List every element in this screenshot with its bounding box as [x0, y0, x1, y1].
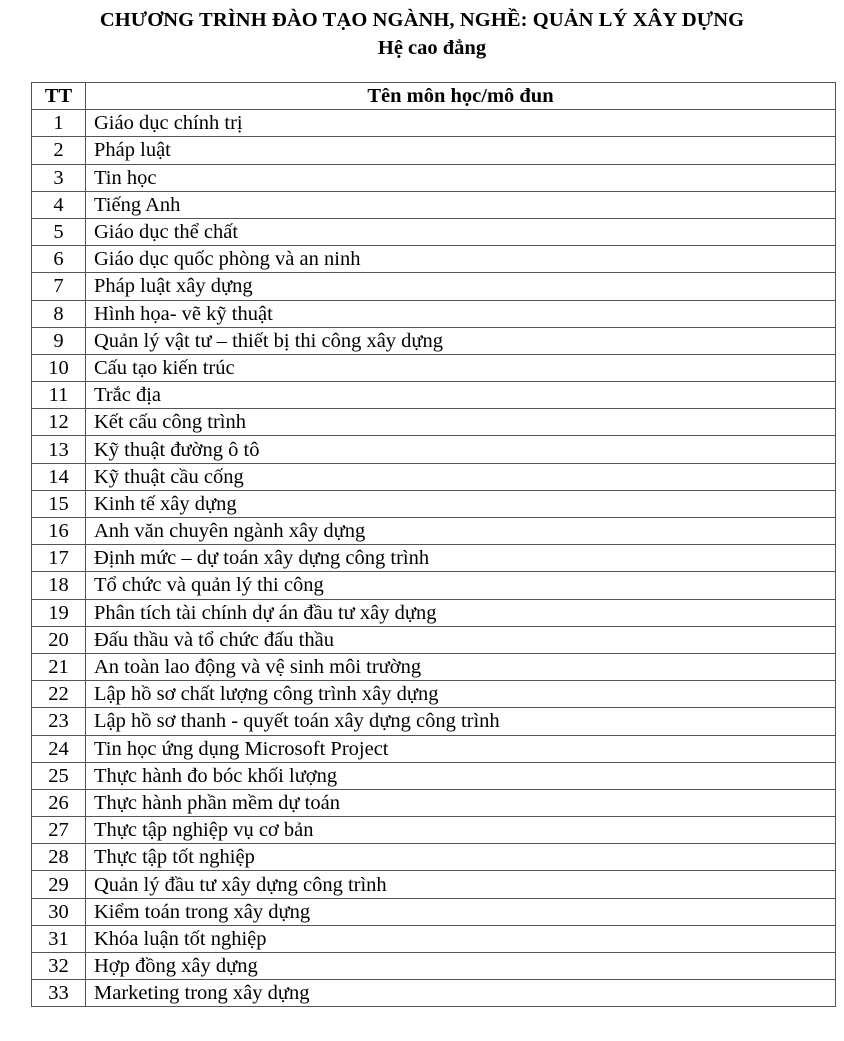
row-number: 12 [32, 409, 86, 436]
subject-name: Phân tích tài chính dự án đầu tư xây dựng [86, 599, 836, 626]
row-number: 22 [32, 681, 86, 708]
row-number: 32 [32, 953, 86, 980]
subject-name: Tin học [86, 164, 836, 191]
subject-name: Tin học ứng dụng Microsoft Project [86, 735, 836, 762]
row-number: 11 [32, 382, 86, 409]
table-row [32, 898, 836, 925]
subjects-table [31, 82, 836, 1007]
row-number: 9 [32, 327, 86, 354]
table-row [32, 354, 836, 381]
subject-name: Lập hồ sơ chất lượng công trình xây dựng [86, 681, 836, 708]
table-row [32, 626, 836, 653]
table-body [32, 110, 836, 1007]
subject-name: Quản lý vật tư – thiết bị thi công xây dựng [86, 327, 836, 354]
subject-name: Trắc địa [86, 382, 836, 409]
subject-name: Khóa luận tốt nghiệp [86, 925, 836, 952]
table-row [32, 300, 836, 327]
subject-name: Kinh tế xây dựng [86, 490, 836, 517]
table-row [32, 436, 836, 463]
subject-name: Pháp luật [86, 137, 836, 164]
row-number: 16 [32, 518, 86, 545]
table-row [32, 789, 836, 816]
subject-name: Quản lý đầu tư xây dựng công trình [86, 871, 836, 898]
table-row [32, 844, 836, 871]
row-number: 21 [32, 653, 86, 680]
subject-name: Giáo dục quốc phòng và an ninh [86, 246, 836, 273]
row-number: 19 [32, 599, 86, 626]
subject-name: Kiểm toán trong xây dựng [86, 898, 836, 925]
row-number: 8 [32, 300, 86, 327]
table-row [32, 409, 836, 436]
table-row [32, 925, 836, 952]
subject-name: Kết cấu công trình [86, 409, 836, 436]
subject-name: Anh văn chuyên ngành xây dựng [86, 518, 836, 545]
subject-name: Marketing trong xây dựng [86, 980, 836, 1007]
subject-name: Lập hồ sơ thanh - quyết toán xây dựng công trình [86, 708, 836, 735]
table-row [32, 490, 836, 517]
row-number: 33 [32, 980, 86, 1007]
row-number: 5 [32, 218, 86, 245]
row-number: 14 [32, 463, 86, 490]
subject-name: Giáo dục chính trị [86, 110, 836, 137]
table-row [32, 817, 836, 844]
row-number: 24 [32, 735, 86, 762]
table-row [32, 191, 836, 218]
subject-name: Thực tập tốt nghiệp [86, 844, 836, 871]
table-row [32, 735, 836, 762]
row-number: 20 [32, 626, 86, 653]
table-row [32, 137, 836, 164]
row-number: 29 [32, 871, 86, 898]
table-row [32, 518, 836, 545]
subject-name: Thực hành đo bóc khối lượng [86, 762, 836, 789]
row-number: 18 [32, 572, 86, 599]
row-number: 6 [32, 246, 86, 273]
row-number: 30 [32, 898, 86, 925]
table-row [32, 164, 836, 191]
table-row [32, 708, 836, 735]
table-row [32, 871, 836, 898]
table-row [32, 545, 836, 572]
subject-name: Đấu thầu và tổ chức đấu thầu [86, 626, 836, 653]
table-row [32, 572, 836, 599]
row-number: 1 [32, 110, 86, 137]
table-row [32, 327, 836, 354]
table-row [32, 980, 836, 1007]
subject-name: Cấu tạo kiến trúc [86, 354, 836, 381]
row-number: 15 [32, 490, 86, 517]
table-row [32, 762, 836, 789]
table-row [32, 653, 836, 680]
column-header-subject: Tên môn học/mô đun [86, 83, 836, 110]
row-number: 31 [32, 925, 86, 952]
row-number: 28 [32, 844, 86, 871]
subject-name: Giáo dục thể chất [86, 218, 836, 245]
table-row [32, 246, 836, 273]
table-row [32, 218, 836, 245]
document-subtitle: Hệ cao đẳng [377, 37, 487, 59]
subject-name: Pháp luật xây dựng [86, 273, 836, 300]
table-row [32, 953, 836, 980]
row-number: 13 [32, 436, 86, 463]
row-number: 26 [32, 789, 86, 816]
table-row [32, 681, 836, 708]
subject-name: Hợp đồng xây dựng [86, 953, 836, 980]
row-number: 25 [32, 762, 86, 789]
table-row [32, 110, 836, 137]
row-number: 27 [32, 817, 86, 844]
table-header-row [32, 83, 836, 110]
subject-name: Thực hành phần mềm dự toán [86, 789, 836, 816]
subject-name: Định mức – dự toán xây dựng công trình [86, 545, 836, 572]
subject-name: Kỹ thuật cầu cống [86, 463, 836, 490]
row-number: 3 [32, 164, 86, 191]
row-number: 2 [32, 137, 86, 164]
document-title: CHƯƠNG TRÌNH ĐÀO TẠO NGÀNH, NGHỀ: QUẢN LÝ XÂY DỰNG [99, 9, 745, 31]
row-number: 4 [32, 191, 86, 218]
subject-name: Tổ chức và quản lý thi công [86, 572, 836, 599]
subject-name: An toàn lao động và vệ sinh môi trường [86, 653, 836, 680]
subject-name: Thực tập nghiệp vụ cơ bản [86, 817, 836, 844]
table-row [32, 463, 836, 490]
subject-name: Kỹ thuật đường ô tô [86, 436, 836, 463]
table-row [32, 273, 836, 300]
subject-name: Tiếng Anh [86, 191, 836, 218]
row-number: 7 [32, 273, 86, 300]
row-number: 17 [32, 545, 86, 572]
row-number: 10 [32, 354, 86, 381]
column-header-tt: TT [32, 83, 86, 110]
table-row [32, 382, 836, 409]
row-number: 23 [32, 708, 86, 735]
table-row [32, 599, 836, 626]
subject-name: Hình họa- vẽ kỹ thuật [86, 300, 836, 327]
